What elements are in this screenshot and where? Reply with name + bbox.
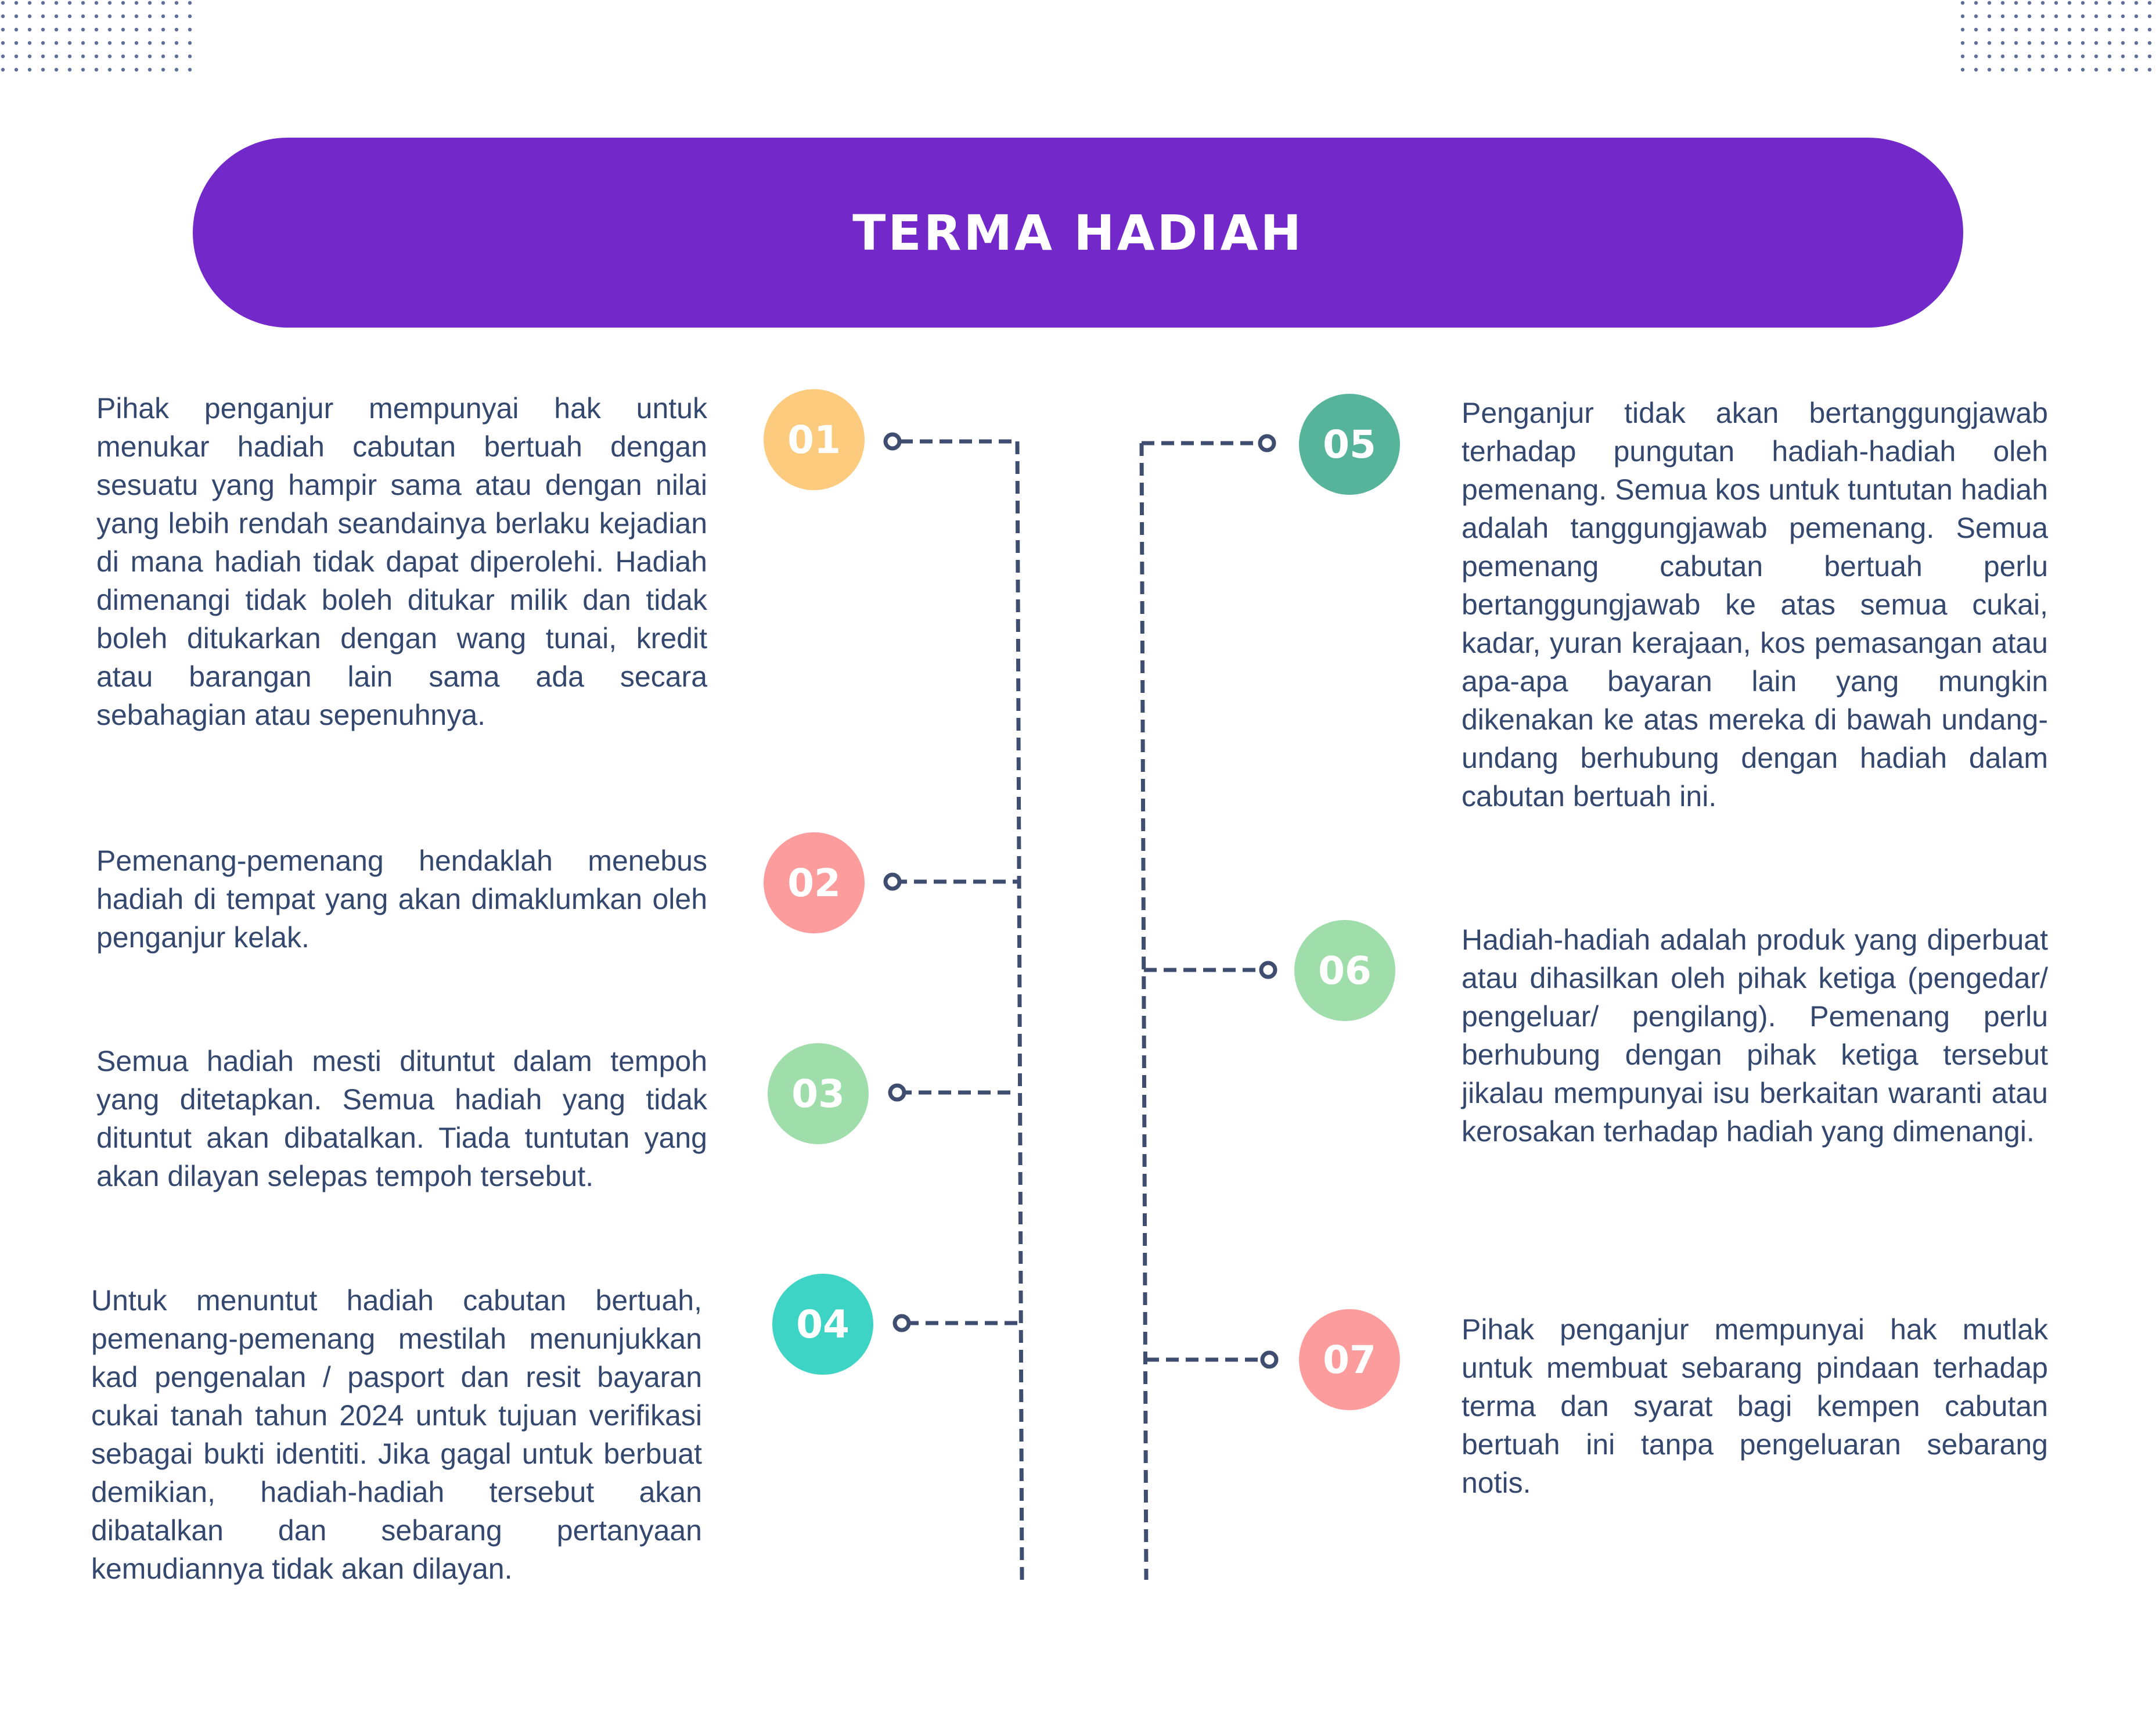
connector-03-dot (890, 1086, 904, 1099)
badge-02 (764, 832, 865, 933)
connector-05-dot (1260, 436, 1274, 450)
badge-02-number: 02 (787, 860, 841, 905)
badge-07-number: 07 (1323, 1337, 1376, 1382)
badge-06-number: 06 (1318, 948, 1372, 993)
badge-05 (1299, 394, 1400, 495)
badge-01-number: 01 (787, 417, 841, 462)
connector-04-dot (895, 1316, 909, 1330)
left-spine-line (1017, 441, 1022, 1580)
badge-06 (1294, 920, 1395, 1021)
page-title: TERMA HADIAH (852, 204, 1304, 261)
badge-07 (1299, 1309, 1400, 1410)
badge-01 (764, 389, 865, 490)
connector-06-dot (1261, 963, 1275, 977)
badge-04 (772, 1274, 873, 1375)
term-03-text: Semua hadiah mesti dituntut dalam tempoh yang ditetapkan. Semua hadiah yang tidak dituntut akan dibatalkan. Tiada tuntutan yang akan dilayan selepas tempoh tersebut. (96, 1045, 707, 1192)
right-spine-line (1142, 443, 1146, 1580)
connector-01-dot (886, 434, 899, 448)
term-05-text: Penganjur tidak akan bertanggungjawab terhadap pungutan hadiah-hadiah oleh pemenang. Semua kos untuk tuntutan hadiah adalah tanggungjawab pemenang. Semua pemenang cabutan bertuah perlu bertanggungjawab ke atas semua cukai, kadar, yuran kerajaan, kos pemasangan atau apa-apa bayaran lain yang mungkin dikenakan ke atas mereka di bawah undang-undang berhubung dengan hadiah dalam cabutan bertuah ini. (1462, 397, 2048, 813)
badge-04-number: 04 (796, 1302, 850, 1347)
connector-07-dot (1262, 1353, 1276, 1367)
connector-02-dot (886, 875, 899, 889)
term-07-text: Pihak penganjur mempunyai hak mutlak untuk membuat sebarang pindaan terhadap terma dan syarat bagi kempen cabutan bertuah ini tanpa pengeluaran sebarang notis. (1462, 1313, 2048, 1499)
term-01-text: Pihak penganjur mempunyai hak untuk menukar hadiah cabutan bertuah dengan sesuatu yang hampir sama atau dengan nilai yang lebih rendah seandainya berlaku kejadian di mana hadiah tidak dapat diperolehi. Hadiah dimenangi tidak boleh ditukar milik dan tidak boleh ditukarkan dengan wang tunai, kredit atau barangan lain sama ada secara sebahagian atau sepenuhnya. (96, 392, 707, 731)
badge-03-number: 03 (791, 1071, 845, 1116)
term-02-text: Pemenang-pemenang hendaklah menebus hadiah di tempat yang akan dimaklumkan oleh penganjur kelak. (96, 844, 707, 954)
term-06-text: Hadiah-hadiah adalah produk yang diperbuat atau dihasilkan oleh pihak ketiga (pengedar/ pengeluar/ pengilang). Pemenang perlu berhubung dengan pihak ketiga tersebut jikalau mempunyai isu berkaitan waranti atau kerosakan terhadap hadiah yang dimenangi. (1462, 923, 2048, 1148)
term-04-text: Untuk menuntut hadiah cabutan bertuah, pemenang-pemenang mestilah menunjukkan kad pengenalan / pasport dan resit bayaran cukai tanah tahun 2024 untuk tujuan verifikasi sebagai bukti identiti. Jika gagal untuk berbuat demikian, hadiah-hadiah tersebut akan dibatalkan dan sebarang pertanyaan kemudiannya tidak akan dilayan. (91, 1284, 702, 1585)
badge-03 (768, 1043, 869, 1144)
badge-05-number: 05 (1323, 422, 1376, 467)
